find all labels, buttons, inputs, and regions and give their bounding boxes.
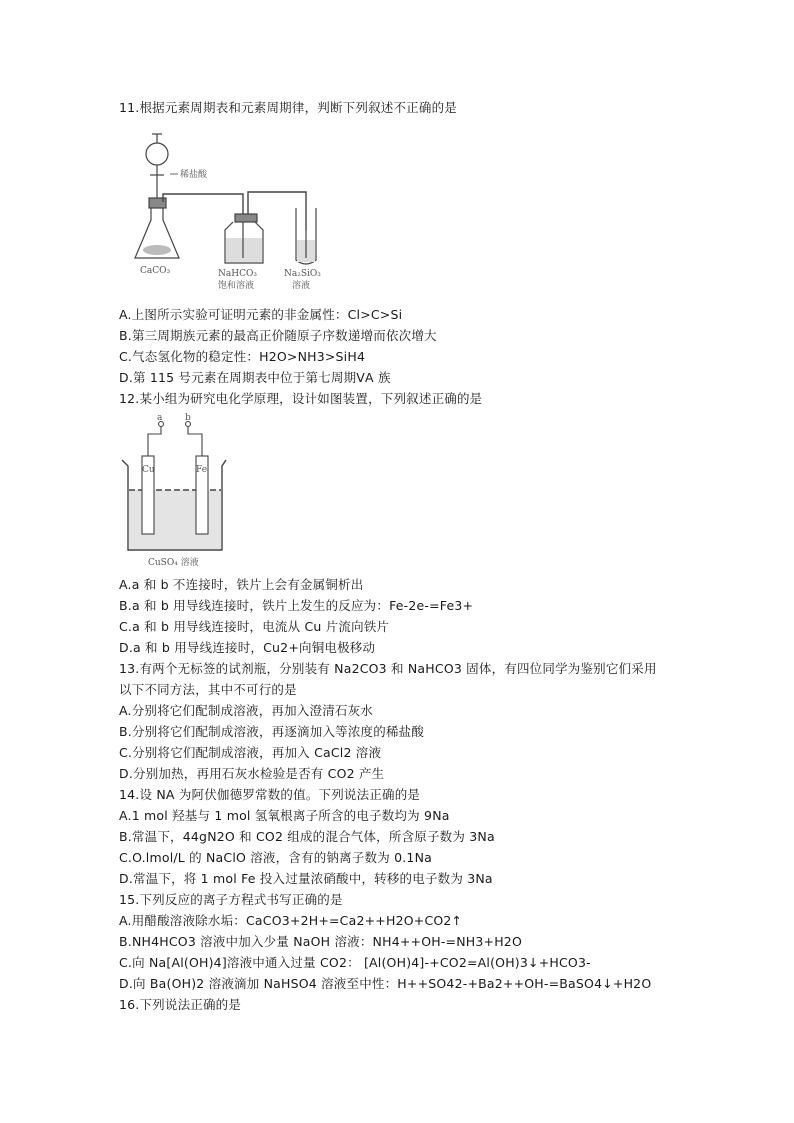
caco3-label: CaCO₃ [140,266,171,276]
q13-stem-line1: 13.有两个无标签的试剂瓶，分别装有 Na2CO3 和 NaHCO3 固体，有四位同学为鉴别它们采用 [119,661,657,676]
beaker [122,460,226,550]
q14-option-b: B.常温下，44gN2O 和 CO2 组成的混合气体，所含原子数为 3Na [119,829,495,844]
nahco3-sub-label: 饱和溶液 [218,281,255,291]
q15-option-d: D.向 Ba(OH)2 溶液滴加 NaHSO4 溶液至中性：H++SO42-+Ba2++OH-=BaSO4↓+H2O [119,976,652,991]
q14-option-d: D.常温下，将 1 mol Fe 投入过量浓硝酸中，转移的电子数为 3Na [119,871,493,886]
q12-option-a: A.a 和 b 不连接时，铁片上会有金属铜析出 [119,577,364,592]
q15-option-c: C.向 Na[Al(OH)4]溶液中通入过量 CO2： [Al(OH)4]-+CO2=Al(OH)3↓+HCO3- [119,955,591,970]
cu-label: Cu [142,465,155,475]
q16-stem: 16.下列说法正确的是 [119,997,242,1012]
q11-apparatus-figure [130,130,340,298]
wash-bottle [225,214,263,263]
q13-option-d: D.分别加热，再用石灰水检验是否有 CO2 产生 [119,766,385,781]
q12-option-c: C.a 和 b 用导线连接时，电流从 Cu 片流向铁片 [119,619,390,634]
q11-option-c: C.气态氢化物的稳定性：H2O>NH3>SiH4 [119,349,366,364]
q12-option-b: B.a 和 b 用导线连接时，铁片上发生的反应为：Fe-2e-=Fe3+ [119,598,474,613]
q15-stem: 15.下列反应的离子方程式书写正确的是 [119,892,343,907]
q11-option-d: D.第 115 号元素在周期表中位于第七周期ⅤA 族 [119,370,391,385]
q12-option-d: D.a 和 b 用导线连接时，Cu2+向铜电极移动 [119,640,376,655]
connecting-tubes [163,192,306,230]
q14-stem: 14.设 NA 为阿伏伽德罗常数的值。下列说法正确的是 [119,787,421,802]
q13-option-b: B.分别将它们配制成溶液，再逐滴加入等浓度的稀盐酸 [119,724,425,739]
q11-stem: 11.根据元素周期表和元素周期律，判断下列叙述不正确的是 [119,100,457,115]
acid-label: 稀盐酸 [180,170,208,180]
q15-option-a: A.用醋酸溶液除水垢：CaCO3+2H+=Ca2++H2O+CO2↑ [119,913,463,928]
separatory-funnel [146,134,178,198]
q14-option-a: A.1 mol 羟基与 1 mol 氢氧根离子所含的电子数均为 9Na [119,808,450,823]
q12-electrochemistry-figure [118,412,230,572]
terminal-a-label: a [157,413,163,423]
q13-option-c: C.分别将它们配制成溶液，再加入 CaCl2 溶液 [119,745,382,760]
q11-option-b: B.第三周期族元素的最高正价随原子序数递增而依次增大 [119,328,437,343]
na2sio3-label: Na₂SiO₃ [284,269,321,279]
terminal-b-label: b [185,413,191,423]
fe-label: Fe [196,465,208,475]
na2sio3-sub-label: 溶液 [292,281,311,291]
nahco3-label: NaHCO₃ [218,269,257,279]
solution-label: CuSO₄ 溶液 [148,558,199,568]
q12-stem: 12.某小组为研究电化学原理，设计如图装置，下列叙述正确的是 [119,391,483,406]
q14-option-c: C.O.lmol/L 的 NaClO 溶液，含有的钠离子数为 0.1Na [119,850,432,865]
q15-option-b: B.NH4HCO3 溶液中加入少量 NaOH 溶液：NH4++OH-=NH3+H2O [119,934,522,949]
q13-stem-line2: 以下不同方法，其中不可行的是 [119,682,297,697]
q11-option-a: A.上图所示实验可证明元素的非金属性：Cl>C>Si [119,307,403,322]
conical-flask [135,198,179,258]
q13-option-a: A.分别将它们配制成溶液，再加入澄清石灰水 [119,703,374,718]
terminals [148,422,202,457]
